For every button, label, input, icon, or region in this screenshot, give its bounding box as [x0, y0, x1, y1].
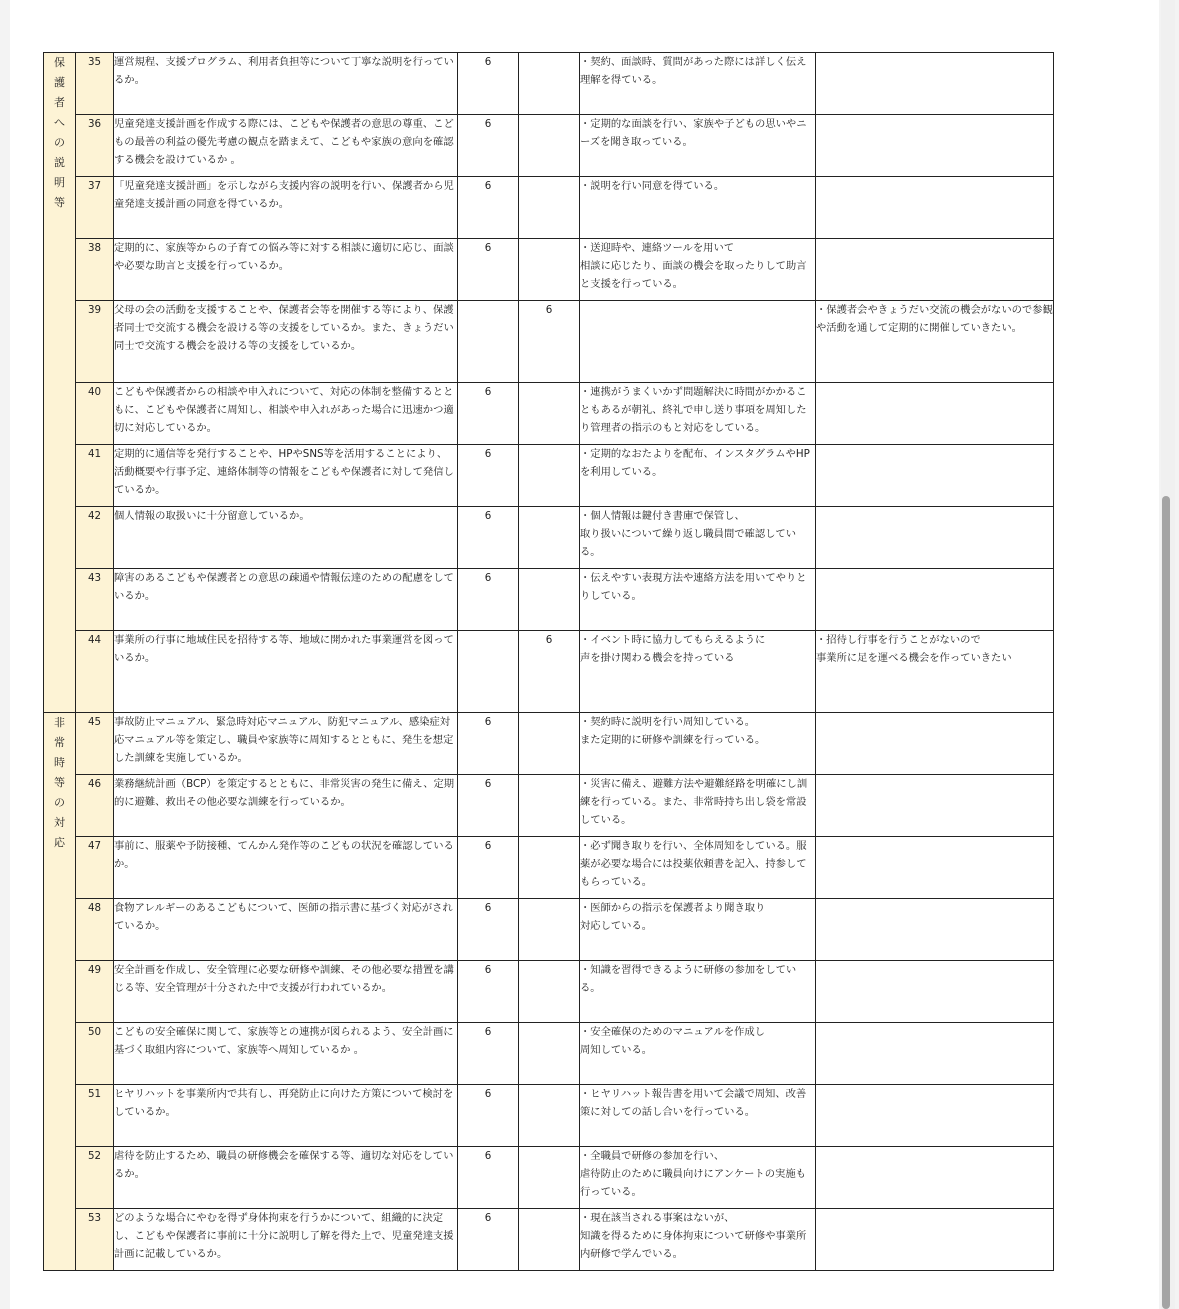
item-number: 48: [76, 899, 114, 961]
no-count: [519, 115, 580, 177]
table-row: [44, 507, 1054, 569]
item-number: 49: [76, 961, 114, 1023]
item-question: 事業所の行事に地域住民を招待する等、地域に開かれた事業運営を図っているか。: [114, 631, 458, 713]
table-row: [44, 631, 1054, 713]
no-count: [519, 1209, 580, 1271]
table-row: [44, 713, 1054, 775]
item-number: 36: [76, 115, 114, 177]
staff-comment: ・定期的な面談を行い、家族や子どもの思いやニーズを聞き取っている。: [580, 115, 816, 177]
table-row: [44, 775, 1054, 837]
item-question: 業務継続計画（BCP）を策定するとともに、非常災害の発生に備え、定期的に避難、救出その他必要な訓練を行っているか。: [114, 775, 458, 837]
yes-count: 6: [458, 837, 519, 899]
category-cell: [44, 53, 76, 713]
yes-count: 6: [458, 383, 519, 445]
table-row: [44, 301, 1054, 383]
staff-comment: ・ヒヤリハット報告書を用いて会議で周知、改善策に対しての話し合いを行っている。: [580, 1085, 816, 1147]
staff-comment: ・送迎時や、連絡ツールを用いて 相談に応じたり、面談の機会を取ったりして助言と支援を行っている。: [580, 239, 816, 301]
scrollbar-thumb[interactable]: [1162, 496, 1170, 1309]
staff-comment: ・契約、面談時、質問があった際には詳しく伝え理解を得ている。: [580, 53, 816, 115]
yes-count: 6: [458, 569, 519, 631]
item-question: 食物アレルギーのあるこどもについて、医師の指示書に基づく対応がされているか。: [114, 899, 458, 961]
table-row: [44, 569, 1054, 631]
improvement-comment: [816, 713, 1054, 775]
staff-comment: ・説明を行い同意を得ている。: [580, 177, 816, 239]
no-count: [519, 53, 580, 115]
item-question: どのような場合にやむを得ず身体拘束を行うかについて、組織的に決定し、こどもや保護者に事前に十分に説明し了解を得た上で、児童発達支援計画に記載しているか。: [114, 1209, 458, 1271]
item-question: 「児童発達支援計画」を示しながら支援内容の説明を行い、保護者から児童発達支援計画の同意を得ているか。: [114, 177, 458, 239]
improvement-comment: [816, 569, 1054, 631]
table-row: [44, 1209, 1054, 1271]
staff-comment: ・現在該当される事案はないが、 知識を得るために身体拘束について研修や事業所内研修で学んでいる。: [580, 1209, 816, 1271]
no-count: [519, 239, 580, 301]
yes-count: [458, 301, 519, 383]
no-count: [519, 1147, 580, 1209]
improvement-comment: [816, 53, 1054, 115]
staff-comment: ・契約時に説明を行い周知している。 また定期的に研修や訓練を行っている。: [580, 713, 816, 775]
yes-count: 6: [458, 713, 519, 775]
yes-count: 6: [458, 177, 519, 239]
staff-comment: ・定期的なおたよりを配布、インスタグラムやHPを利用している。: [580, 445, 816, 507]
improvement-comment: ・保護者会やきょうだい交流の機会がないので参観や活動を通して定期的に開催していきたい。: [816, 301, 1054, 383]
no-count: [519, 713, 580, 775]
staff-comment: ・個人情報は鍵付き書庫で保管し、 取り扱いについて繰り返し職員間で確認している。: [580, 507, 816, 569]
table-row: [44, 837, 1054, 899]
category-label: 非常時等の対応: [54, 716, 65, 849]
staff-comment: [580, 301, 816, 383]
yes-count: 6: [458, 1023, 519, 1085]
item-number: 35: [76, 53, 114, 115]
staff-comment: ・イベント時に協力してもらえるように 声を掛け関わる機会を持っている: [580, 631, 816, 713]
table-row: [44, 177, 1054, 239]
item-question: 個人情報の取扱いに十分留意しているか。: [114, 507, 458, 569]
yes-count: 6: [458, 445, 519, 507]
improvement-comment: [816, 1209, 1054, 1271]
item-number: 37: [76, 177, 114, 239]
table-row: [44, 239, 1054, 301]
yes-count: 6: [458, 239, 519, 301]
table-row: [44, 53, 1054, 115]
improvement-comment: [816, 961, 1054, 1023]
no-count: [519, 961, 580, 1023]
staff-comment: ・災害に備え、避難方法や避難経路を明確にし訓練を行っている。また、非常時持ち出し袋を常設している。: [580, 775, 816, 837]
category-label: 保護者への説明等: [54, 56, 65, 209]
item-number: 53: [76, 1209, 114, 1271]
table-row: [44, 1023, 1054, 1085]
no-count: [519, 775, 580, 837]
improvement-comment: [816, 1085, 1054, 1147]
yes-count: 6: [458, 775, 519, 837]
improvement-comment: [816, 507, 1054, 569]
item-question: 事故防止マニュアル、緊急時対応マニュアル、防犯マニュアル、感染症対応マニュアル等を策定し、職員や家族等に周知するとともに、発生を想定した訓練を実施しているか。: [114, 713, 458, 775]
staff-comment: ・知識を習得できるように研修の参加をしている。: [580, 961, 816, 1023]
yes-count: 6: [458, 115, 519, 177]
table-row: [44, 1085, 1054, 1147]
item-question: 障害のあるこどもや保護者との意思の疎通や情報伝達のための配慮をしているか。: [114, 569, 458, 631]
yes-count: 6: [458, 961, 519, 1023]
staff-comment: ・連携がうまくいかず問題解決に時間がかかることもあるが朝礼、終礼で申し送り事項を周知したり管理者の指示のもと対応をしている。: [580, 383, 816, 445]
item-question: 虐待を防止するため、職員の研修機会を確保する等、適切な対応をしているか。: [114, 1147, 458, 1209]
no-count: [519, 899, 580, 961]
improvement-comment: [816, 837, 1054, 899]
item-number: 39: [76, 301, 114, 383]
improvement-comment: [816, 177, 1054, 239]
no-count: [519, 383, 580, 445]
no-count: [519, 507, 580, 569]
table-row: [44, 1147, 1054, 1209]
item-number: 43: [76, 569, 114, 631]
yes-count: [458, 631, 519, 713]
staff-comment: ・全職員で研修の参加を行い、 虐待防止のために職員向けにアンケートの実施も行っている。: [580, 1147, 816, 1209]
category-cell: [44, 713, 76, 1271]
item-number: 44: [76, 631, 114, 713]
yes-count: 6: [458, 1209, 519, 1271]
item-question: 定期的に通信等を発行することや、HPやSNS等を活用することにより、活動概要や行事予定、連絡体制等の情報をこどもや保護者に対して発信しているか。: [114, 445, 458, 507]
item-number: 41: [76, 445, 114, 507]
item-number: 45: [76, 713, 114, 775]
item-number: 42: [76, 507, 114, 569]
item-question: 定期的に、家族等からの子育ての悩み等に対する相談に適切に応じ、面談や必要な助言と支援を行っているか。: [114, 239, 458, 301]
improvement-comment: [816, 1147, 1054, 1209]
yes-count: 6: [458, 507, 519, 569]
table-row: [44, 899, 1054, 961]
staff-comment: ・医師からの指示を保護者より聞き取り 対応している。: [580, 899, 816, 961]
improvement-comment: [816, 899, 1054, 961]
improvement-comment: [816, 239, 1054, 301]
item-number: 50: [76, 1023, 114, 1085]
evaluation-table: [43, 52, 1054, 1271]
item-question: こどもや保護者からの相談や申入れについて、対応の体制を整備するとともに、こどもや保護者に周知し、相談や申入れがあった場合に迅速かつ適切に対応しているか。: [114, 383, 458, 445]
no-count: 6: [519, 301, 580, 383]
item-question: ヒヤリハットを事業所内で共有し、再発防止に向けた方策について検討をしているか。: [114, 1085, 458, 1147]
no-count: [519, 445, 580, 507]
improvement-comment: [816, 383, 1054, 445]
item-question: 事前に、服薬や予防接種、てんかん発作等のこどもの状況を確認しているか。: [114, 837, 458, 899]
staff-comment: ・必ず聞き取りを行い、全体周知をしている。服薬が必要な場合には投薬依頼書を記入、持参してもらっている。: [580, 837, 816, 899]
item-question: 安全計画を作成し、安全管理に必要な研修や訓練、その他必要な措置を講じる等、安全管理が十分された中で支援が行われているか。: [114, 961, 458, 1023]
improvement-comment: [816, 115, 1054, 177]
staff-comment: ・安全確保のためのマニュアルを作成し 周知している。: [580, 1023, 816, 1085]
item-number: 52: [76, 1147, 114, 1209]
yes-count: 6: [458, 899, 519, 961]
item-question: こどもの安全確保に関して、家族等との連携が図られるよう、安全計画に基づく取組内容について、家族等へ周知しているか 。: [114, 1023, 458, 1085]
no-count: 6: [519, 631, 580, 713]
no-count: [519, 837, 580, 899]
item-question: 運営規程、支援プログラム、利用者負担等について丁寧な説明を行っているか。: [114, 53, 458, 115]
improvement-comment: [816, 1023, 1054, 1085]
item-number: 51: [76, 1085, 114, 1147]
item-question: 児童発達支援計画を作成する際には、こどもや保護者の意思の尊重、こどもの最善の利益の優先考慮の観点を踏まえて、こどもや家族の意向を確認する機会を設けているか 。: [114, 115, 458, 177]
table-row: [44, 383, 1054, 445]
yes-count: 6: [458, 1085, 519, 1147]
item-number: 47: [76, 837, 114, 899]
no-count: [519, 1023, 580, 1085]
improvement-comment: [816, 445, 1054, 507]
yes-count: 6: [458, 1147, 519, 1209]
item-number: 46: [76, 775, 114, 837]
no-count: [519, 177, 580, 239]
table-row: [44, 445, 1054, 507]
no-count: [519, 569, 580, 631]
staff-comment: ・伝えやすい表現方法や連絡方法を用いてやりとりしている。: [580, 569, 816, 631]
no-count: [519, 1085, 580, 1147]
table-row: [44, 115, 1054, 177]
item-number: 40: [76, 383, 114, 445]
item-question: 父母の会の活動を支援することや、保護者会等を開催する等により、保護者同士で交流する機会を設ける等の支援をしているか。また、きょうだい同士で交流する機会を設ける等の支援をしているか。: [114, 301, 458, 383]
improvement-comment: [816, 775, 1054, 837]
yes-count: 6: [458, 53, 519, 115]
item-number: 38: [76, 239, 114, 301]
table-row: [44, 961, 1054, 1023]
improvement-comment: ・招待し行事を行うことがないので 事業所に足を運べる機会を作っていきたい: [816, 631, 1054, 713]
